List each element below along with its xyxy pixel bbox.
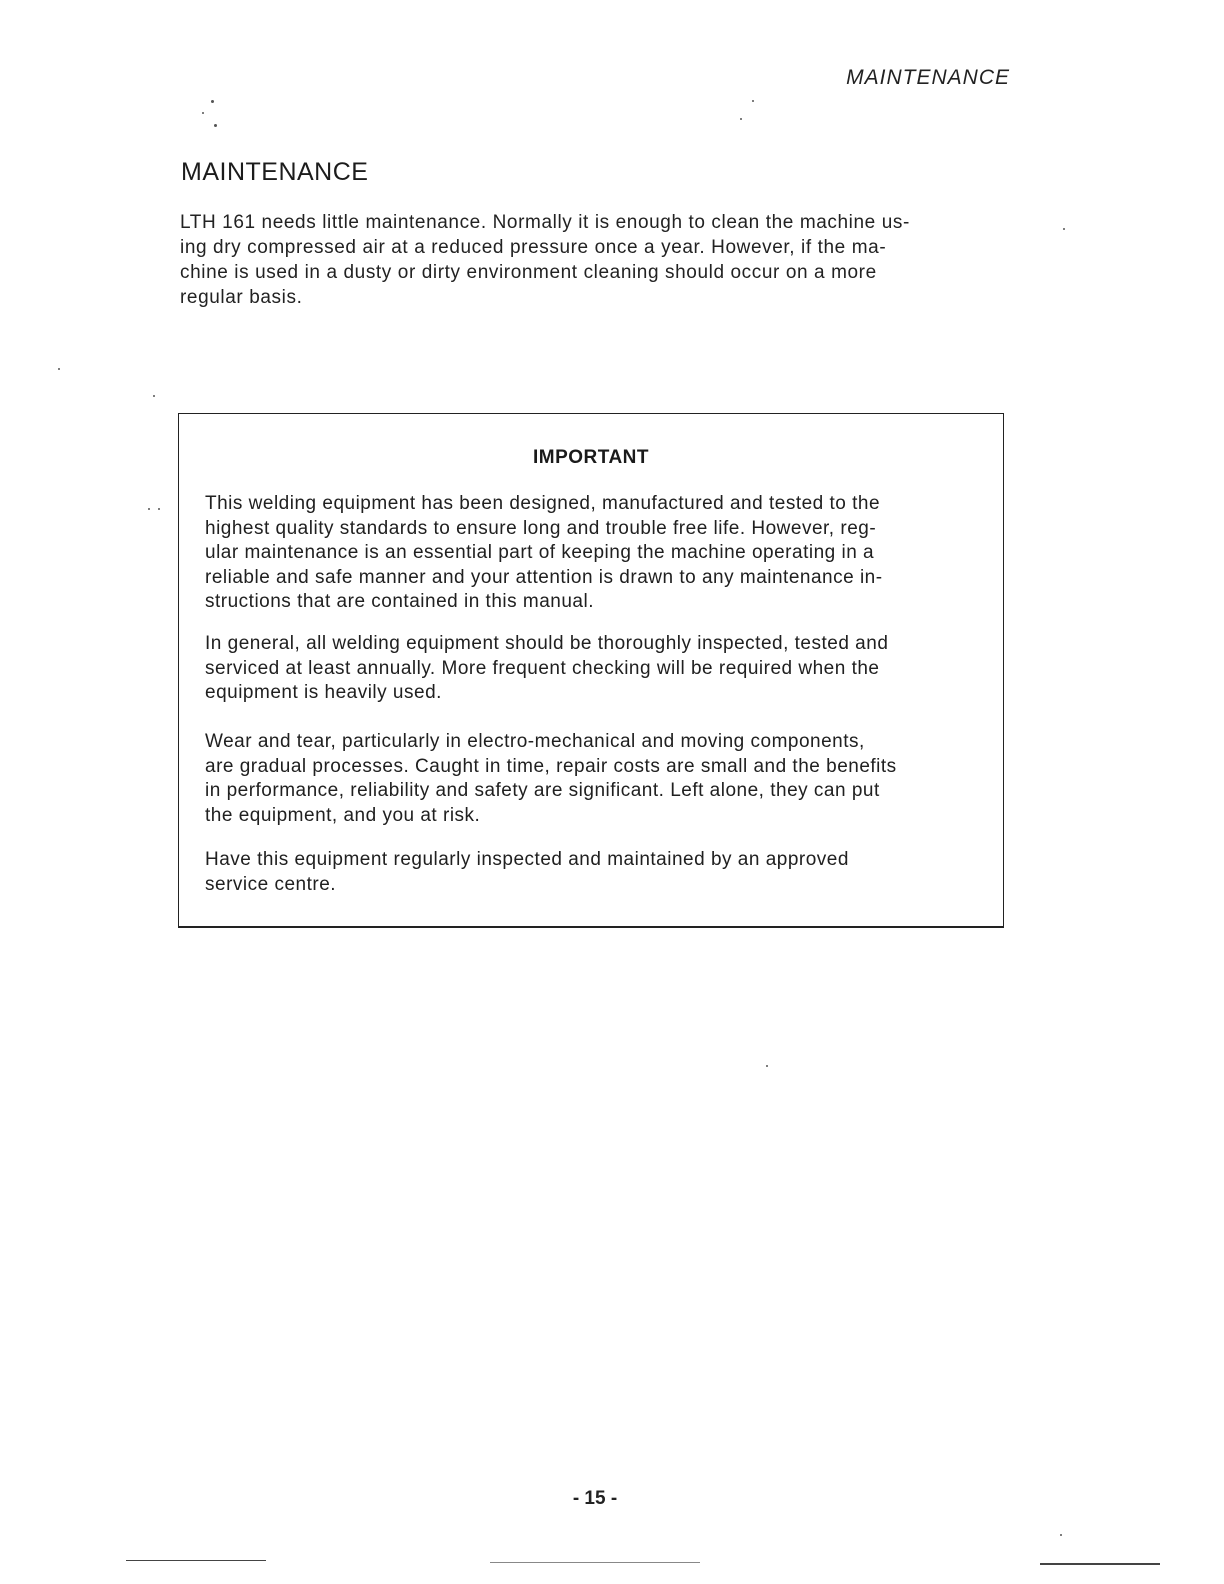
paragraph-line: the equipment, and you at risk. — [205, 804, 481, 826]
intro-line: regular basis. — [180, 287, 303, 308]
important-paragraph-inspection — [205, 632, 985, 706]
scan-edge-line — [1040, 1563, 1160, 1565]
important-paragraph-design — [205, 492, 985, 615]
important-notice-box — [178, 413, 1004, 928]
scan-speck — [1060, 1534, 1062, 1536]
scan-speck — [202, 112, 204, 114]
scan-speck — [214, 124, 217, 127]
paragraph-line: reliable and safe manner and your attention is drawn to any maintenance in- — [205, 566, 883, 588]
paragraph-line: equipment is heavily used. — [205, 682, 442, 703]
intro-line: LTH 161 needs little maintenance. Normally it is enough to clean the machine us- — [180, 212, 910, 233]
paragraph-line: ular maintenance is an essential part of keeping the machine operating in a — [205, 542, 875, 563]
paragraph-line: structions that are contained in this manual. — [205, 591, 594, 612]
page-number: - 15 - — [572, 1488, 618, 1509]
section-title: MAINTENANCE — [181, 158, 369, 186]
paragraph-line: are gradual processes. Caught in time, repair costs are small and the benefits — [205, 755, 897, 777]
scan-speck — [153, 395, 155, 397]
paragraph-line: This welding equipment has been designed, manufactured and tested to the — [205, 493, 881, 514]
scan-edge-line — [490, 1562, 700, 1563]
paragraph-line: Have this equipment regularly inspected and maintained by an approved — [205, 849, 849, 870]
paragraph-line: highest quality standards to ensure long and trouble free life. However, reg- — [205, 517, 877, 539]
intro-line: chine is used in a dusty or dirty environment cleaning should occur on a more — [180, 262, 877, 283]
scan-edge-line — [126, 1560, 266, 1561]
scan-speck — [158, 508, 160, 510]
paragraph-line: Wear and tear, particularly in electro-mechanical and moving components, — [205, 731, 865, 752]
paragraph-line: in performance, reliability and safety are significant. Left alone, they can put — [205, 780, 880, 801]
important-heading: IMPORTANT — [532, 447, 650, 468]
important-paragraph-service — [205, 848, 985, 897]
scan-speck — [211, 100, 214, 103]
scan-speck — [1063, 228, 1065, 230]
important-paragraph-wear — [205, 730, 985, 828]
intro-line: ing dry compressed air at a reduced pressure once a year. However, if the ma- — [180, 237, 887, 258]
scan-speck — [58, 368, 60, 370]
scan-speck — [148, 508, 150, 510]
intro-paragraph — [180, 210, 1010, 310]
paragraph-line: service centre. — [205, 873, 337, 895]
running-header: MAINTENANCE — [846, 66, 1010, 89]
scan-speck — [766, 1065, 768, 1067]
paragraph-line: serviced at least annually. More frequent checking will be required when the — [205, 657, 880, 679]
scan-speck — [752, 100, 754, 102]
scan-speck — [740, 118, 742, 120]
paragraph-line: In general, all welding equipment should be thoroughly inspected, tested and — [205, 633, 889, 654]
